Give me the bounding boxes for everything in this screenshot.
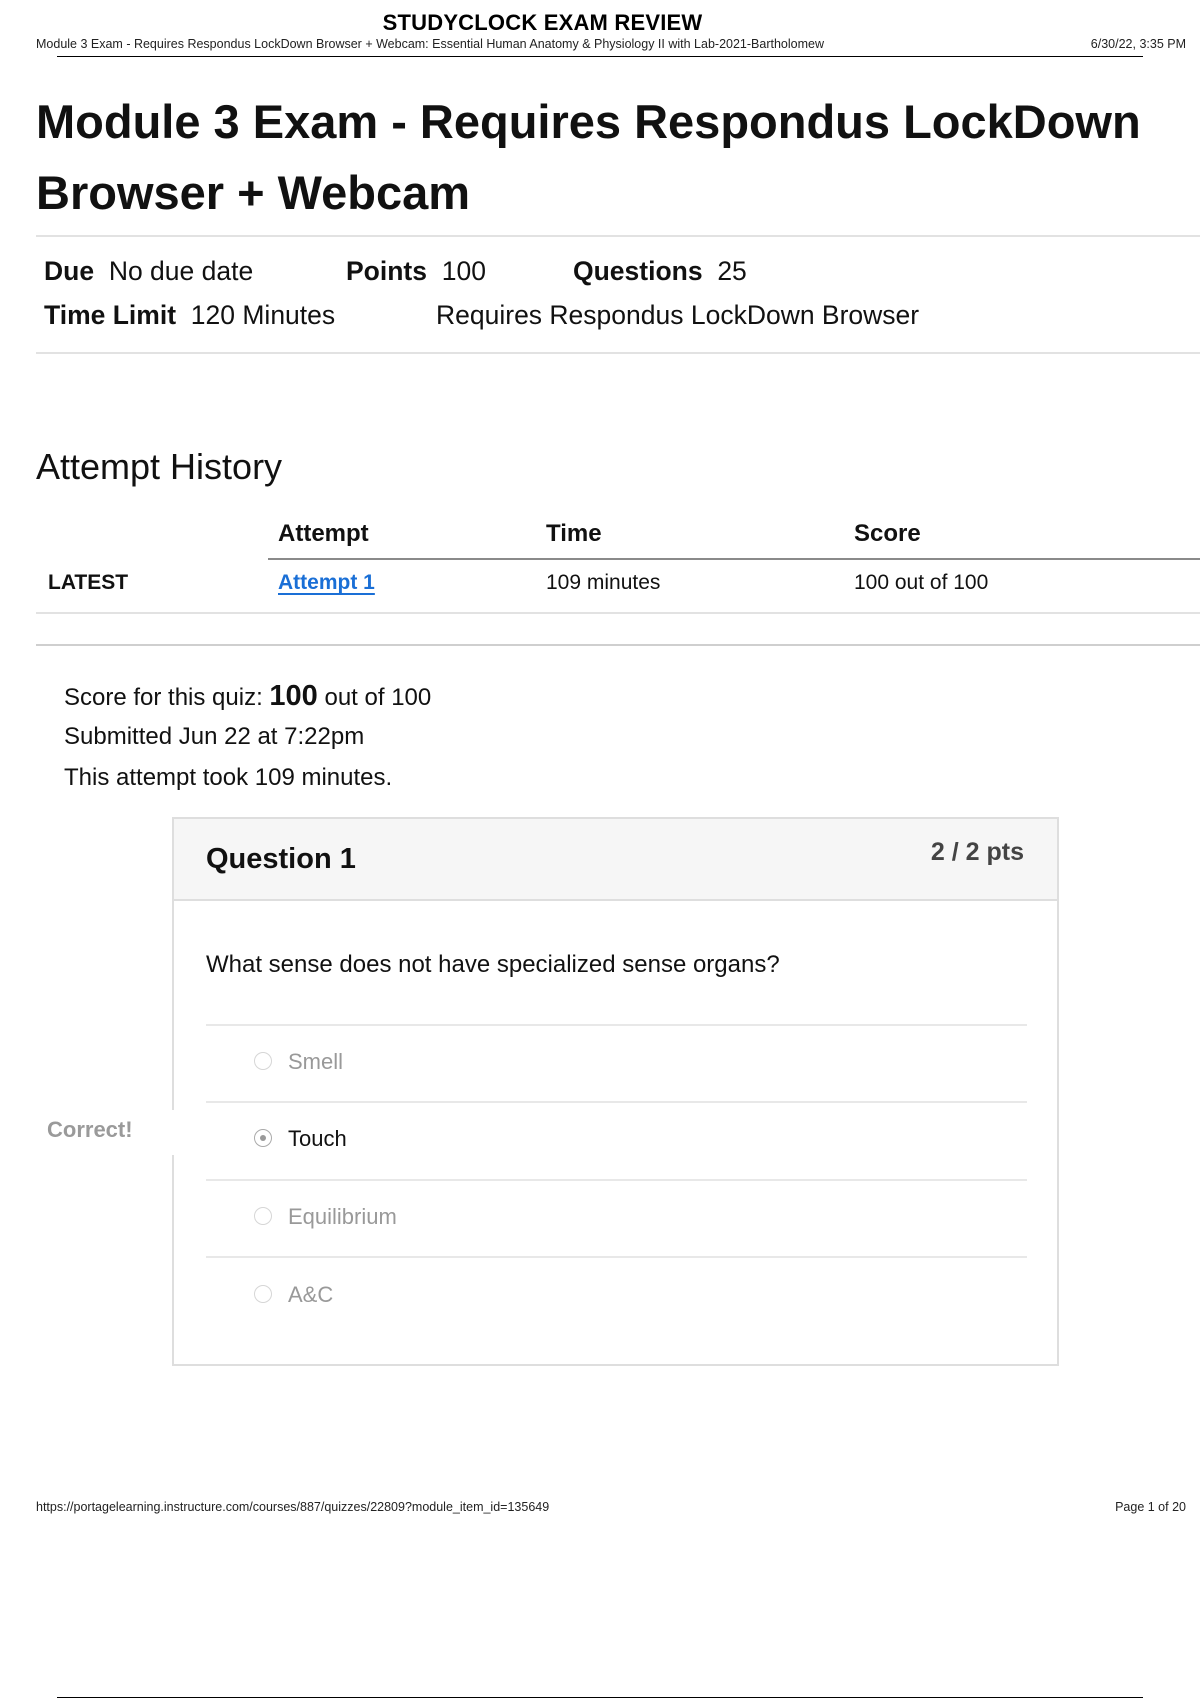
question-header (174, 819, 1057, 901)
title-divider (36, 235, 1200, 237)
answer-divider (206, 1256, 1027, 1258)
table-header-divider (268, 558, 1200, 560)
answer-label: Touch (288, 1126, 347, 1151)
quiz-score (64, 680, 431, 713)
meta-divider (36, 352, 1200, 354)
watermark-title: STUDYCLOCK EXAM REVIEW (382, 10, 703, 35)
attempt-history-title: Attempt History (36, 446, 283, 487)
table-row-divider (36, 612, 1200, 614)
attempt-link[interactable]: Attempt 1 (278, 571, 375, 594)
answer-divider (206, 1024, 1027, 1026)
due-value: No due date (108, 256, 254, 286)
header-divider (57, 56, 1143, 57)
column-header-score: Score (854, 520, 921, 547)
quiz-score-prefix: Score for this quiz: (64, 684, 263, 711)
column-header-attempt: Attempt (278, 520, 369, 547)
questions-count (573, 256, 747, 287)
attempt-score: 100 out of 100 (854, 571, 989, 594)
attempt-status: LATEST (48, 571, 129, 594)
radio-selected-icon[interactable] (254, 1129, 272, 1147)
answer-divider (206, 1101, 1027, 1103)
question-title: Question 1 (206, 843, 356, 875)
due-label: Due (44, 256, 95, 286)
quiz-score-value: 100 (269, 680, 318, 712)
due-date (44, 256, 253, 287)
points-value: 100 (441, 256, 486, 286)
correct-answer-label: Correct! (47, 1117, 133, 1142)
time-limit (44, 300, 335, 331)
answer-label: Equilibrium (288, 1204, 397, 1229)
column-header-time: Time (546, 520, 602, 547)
correct-tab-gap (171, 1110, 177, 1155)
radio-icon[interactable] (254, 1207, 272, 1225)
question-card (172, 817, 1059, 1366)
print-footer-url: https://portagelearning.instructure.com/courses/887/quizzes/22809?module_item_id=135649 (36, 1500, 550, 1514)
questions-value: 25 (717, 256, 747, 286)
time-limit-label: Time Limit (44, 300, 177, 330)
time-limit-value: 120 Minutes (190, 300, 336, 330)
page-bottom-divider (57, 1697, 1143, 1698)
answer-divider (206, 1179, 1027, 1181)
question-text: What sense does not have specialized sense organs? (206, 951, 780, 978)
page-title (36, 86, 1176, 228)
radio-icon[interactable] (254, 1285, 272, 1303)
question-points: 2 / 2 pts (930, 838, 1024, 866)
points (346, 256, 486, 287)
print-header-doc-title: Module 3 Exam - Requires Respondus LockDown Browser + Webcam: Essential Human Anatomy & Physiology II with Lab-2021-Bartholomew (36, 37, 824, 51)
radio-icon[interactable] (254, 1052, 272, 1070)
attempt-duration: This attempt took 109 minutes. (64, 764, 393, 791)
answer-label: A&C (288, 1282, 334, 1307)
submitted-time: Submitted Jun 22 at 7:22pm (64, 723, 365, 750)
print-footer-page: Page 1 of 20 (1115, 1500, 1186, 1514)
attempt-time: 109 minutes (546, 571, 661, 594)
page-title-line2: Browser + Webcam (36, 166, 471, 219)
answer-label: Smell (288, 1049, 344, 1074)
lockdown-requirement: Requires Respondus LockDown Browser (436, 300, 920, 330)
questions-label: Questions (573, 256, 703, 286)
points-label: Points (346, 256, 427, 286)
quiz-score-suffix: out of 100 (324, 684, 432, 711)
section-divider (36, 644, 1200, 646)
print-header-datetime: 6/30/22, 3:35 PM (1090, 37, 1186, 51)
page-title-line1: Module 3 Exam - Requires Respondus LockDown (36, 95, 1141, 148)
